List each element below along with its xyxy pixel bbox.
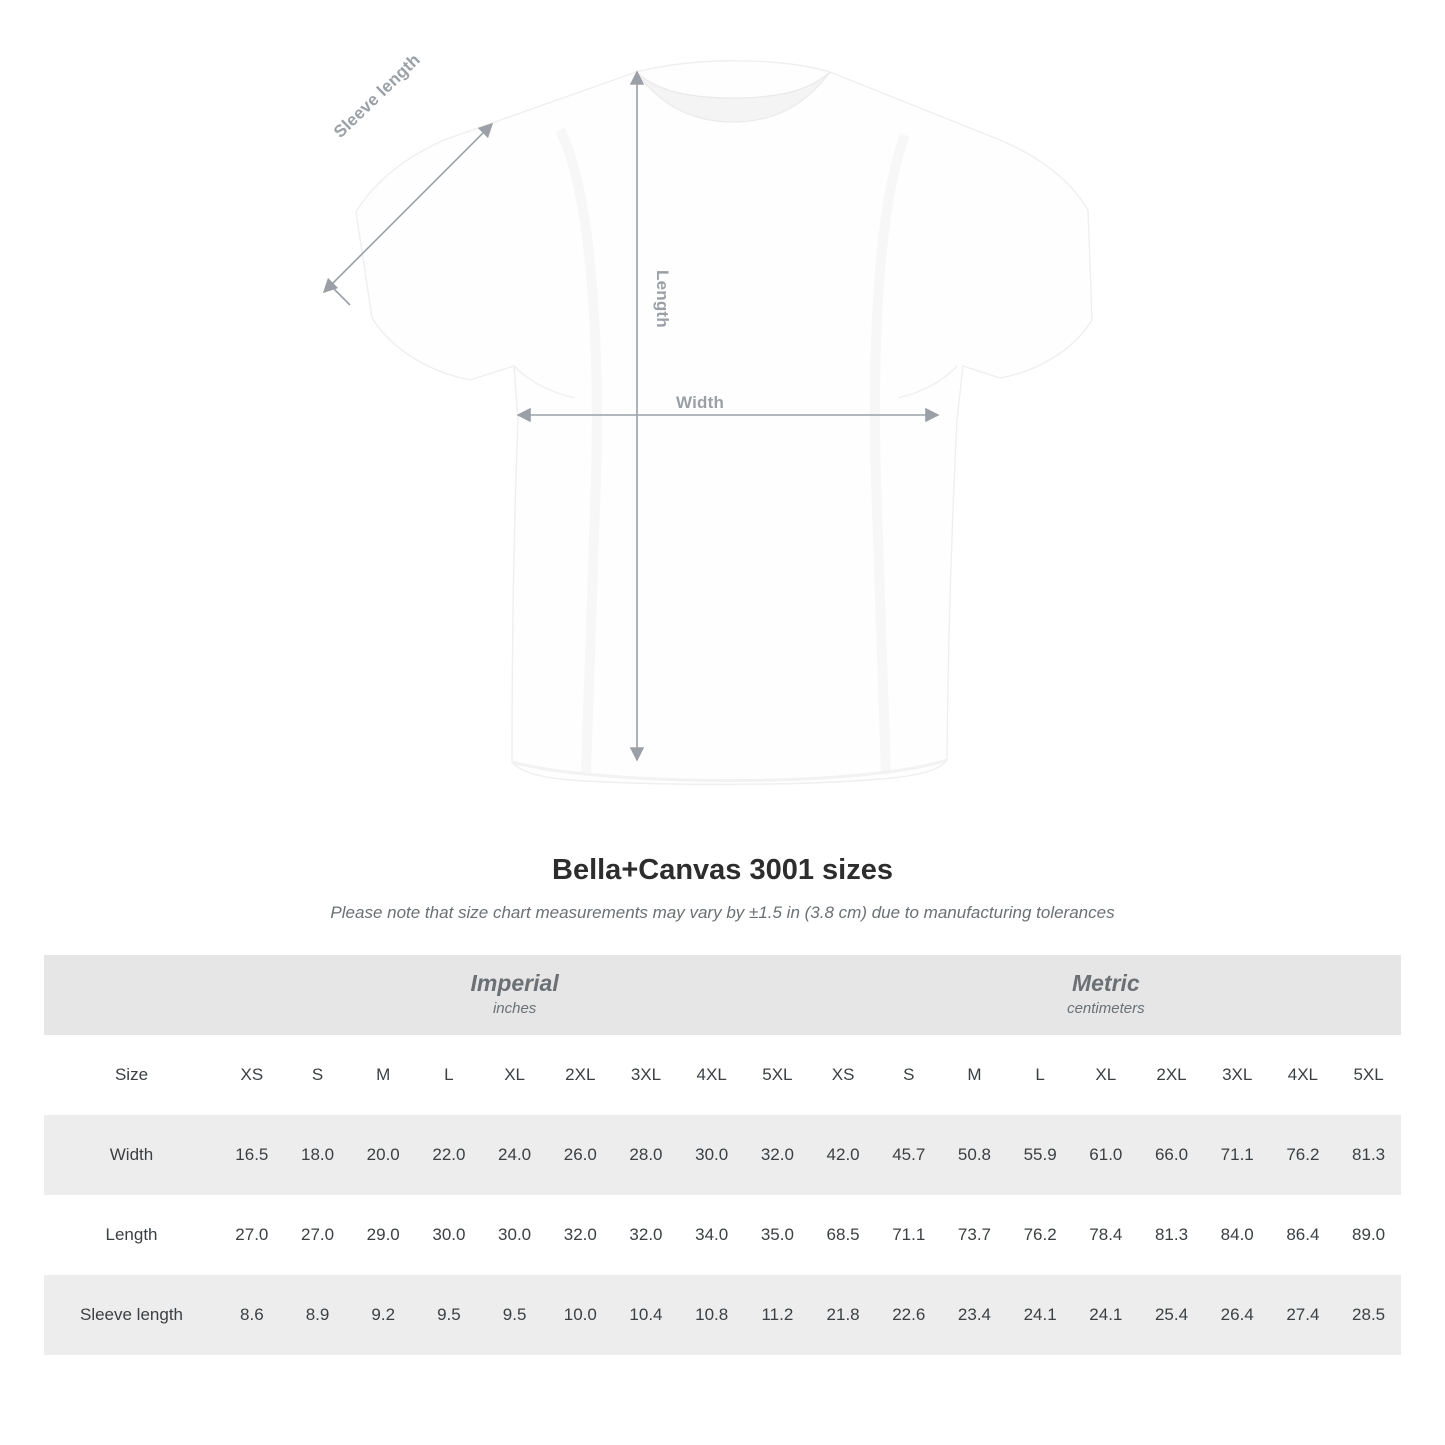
cell-sleeve-met-3xl: 26.4 (1220, 1305, 1254, 1324)
unit-group-imperial (219, 955, 810, 1035)
cell-sleeve-imp-3xl: 10.4 (629, 1305, 663, 1324)
cell-sleeve-met-5xl: 28.5 (1352, 1305, 1386, 1324)
size-header-imp-4xl: 4XL (696, 1065, 727, 1084)
size-header-imp-xs: XS (240, 1065, 264, 1084)
size-table-wrapper (44, 955, 1401, 1355)
cell-length-imp-2xl: 32.0 (563, 1225, 597, 1244)
cell-length-met-2xl: 81.3 (1154, 1225, 1189, 1244)
cell-width-imp-4xl: 30.0 (695, 1145, 729, 1164)
unit-header-corner (44, 955, 219, 1035)
size-header-imp-3xl: 3XL (630, 1065, 662, 1084)
cell-sleeve-met-2xl: 25.4 (1154, 1305, 1189, 1324)
cell-length-met-m: 73.7 (957, 1225, 991, 1244)
cell-sleeve-met-xs: 21.8 (826, 1305, 860, 1324)
cell-length-imp-3xl: 32.0 (629, 1225, 663, 1244)
unit-group-metric-name: Metric (1071, 969, 1140, 996)
size-header-imp-5xl: 5XL (762, 1065, 793, 1084)
sleeve-length-label: Sleeve length (330, 50, 424, 142)
cell-width-met-m: 50.8 (957, 1145, 991, 1164)
size-header-met-s: S (903, 1065, 915, 1084)
cell-width-imp-xl: 24.0 (498, 1145, 532, 1164)
cell-length-imp-xs: 27.0 (235, 1225, 269, 1244)
size-header-met-m: M (967, 1065, 982, 1084)
cell-length-met-s: 71.1 (892, 1225, 926, 1244)
cell-length-imp-m: 29.0 (366, 1225, 400, 1244)
table-row (44, 1195, 1401, 1275)
cell-sleeve-imp-l: 9.5 (437, 1305, 461, 1324)
page-title: Bella+Canvas 3001 sizes (552, 854, 893, 886)
cell-width-imp-xs: 16.5 (235, 1145, 269, 1164)
size-table (44, 955, 1401, 1355)
cell-sleeve-imp-s: 8.9 (305, 1305, 330, 1324)
size-header-met-l: L (1035, 1065, 1045, 1084)
cell-sleeve-imp-4xl: 10.8 (695, 1305, 729, 1324)
size-header-cell: Size (114, 1065, 149, 1084)
cell-width-imp-3xl: 28.0 (629, 1145, 663, 1164)
size-header-imp-l: L (444, 1065, 454, 1084)
size-header-imp-m: M (376, 1065, 391, 1084)
cell-width-imp-2xl: 26.0 (563, 1145, 597, 1164)
cell-sleeve-imp-2xl: 10.0 (563, 1305, 597, 1324)
size-header-met-xs: XS (831, 1065, 855, 1084)
size-header-imp-xl: XL (504, 1065, 525, 1084)
cell-length-met-4xl: 86.4 (1286, 1225, 1320, 1244)
unit-group-header-row (44, 955, 1401, 1035)
cell-length-met-xs: 68.5 (826, 1225, 860, 1244)
cell-width-met-xl: 61.0 (1089, 1145, 1123, 1164)
size-header-met-5xl: 5XL (1353, 1065, 1384, 1084)
size-header-imp-s: S (311, 1065, 324, 1084)
cell-sleeve-imp-xs: 8.6 (240, 1305, 264, 1324)
table-row (44, 1275, 1401, 1355)
cell-sleeve-imp-5xl: 11.2 (761, 1305, 794, 1324)
row-label-sleeve-length: Sleeve length (79, 1305, 184, 1324)
tshirt-shape (356, 61, 1092, 785)
cell-width-met-s: 45.7 (892, 1145, 926, 1164)
cell-length-met-xl: 78.4 (1089, 1225, 1123, 1244)
cell-sleeve-met-xl: 24.1 (1089, 1305, 1123, 1324)
cell-length-imp-s: 27.0 (300, 1225, 335, 1244)
cell-width-met-2xl: 66.0 (1154, 1145, 1189, 1164)
cell-length-met-3xl: 84.0 (1220, 1225, 1254, 1244)
size-header-imp-2xl: 2XL (565, 1065, 596, 1084)
cell-length-met-l: 76.2 (1023, 1225, 1057, 1244)
cell-width-met-xs: 42.0 (826, 1145, 860, 1164)
cell-width-met-4xl: 76.2 (1286, 1145, 1320, 1164)
cell-length-imp-5xl: 35.0 (760, 1225, 794, 1244)
row-label-length: Length (105, 1225, 158, 1244)
size-header-met-2xl: 2XL (1156, 1065, 1187, 1084)
cell-width-met-3xl: 71.1 (1220, 1145, 1254, 1164)
size-header-met-xl: XL (1095, 1065, 1117, 1084)
unit-group-metric (810, 955, 1401, 1035)
unit-group-metric-unit: centimeters (1067, 1000, 1145, 1018)
cell-width-imp-s: 18.0 (300, 1145, 335, 1164)
length-label: Length (653, 270, 672, 328)
cell-length-met-5xl: 89.0 (1352, 1225, 1386, 1244)
size-header-met-3xl: 3XL (1222, 1065, 1253, 1084)
cell-width-met-5xl: 81.3 (1352, 1145, 1386, 1164)
tolerance-note: Please note that size chart measurements may vary by ±1.5 in (3.8 cm) due to manufacturing tolerances (330, 903, 1115, 922)
cell-sleeve-imp-xl: 9.5 (502, 1305, 527, 1324)
cell-width-imp-l: 22.0 (432, 1145, 466, 1164)
width-label: Width (676, 393, 725, 412)
unit-group-imperial-unit: inches (492, 1000, 537, 1018)
cell-length-imp-xl: 30.0 (498, 1225, 532, 1244)
cell-sleeve-imp-m: 9.2 (371, 1305, 396, 1324)
cell-length-imp-4xl: 34.0 (695, 1225, 729, 1244)
cell-width-imp-5xl: 32.0 (760, 1145, 794, 1164)
size-header-row (44, 1035, 1401, 1115)
size-header-met-4xl: 4XL (1287, 1065, 1319, 1084)
cell-width-met-l: 55.9 (1023, 1145, 1057, 1164)
unit-group-imperial-name: Imperial (470, 969, 559, 996)
row-label-width: Width (109, 1145, 154, 1164)
table-row (44, 1115, 1401, 1195)
cell-sleeve-met-l: 24.1 (1023, 1305, 1057, 1324)
cell-length-imp-l: 30.0 (432, 1225, 466, 1244)
cell-sleeve-met-s: 22.6 (892, 1305, 926, 1324)
cell-sleeve-met-m: 23.4 (957, 1305, 991, 1324)
cell-sleeve-met-4xl: 27.4 (1286, 1305, 1320, 1324)
cell-width-imp-m: 20.0 (366, 1145, 400, 1164)
